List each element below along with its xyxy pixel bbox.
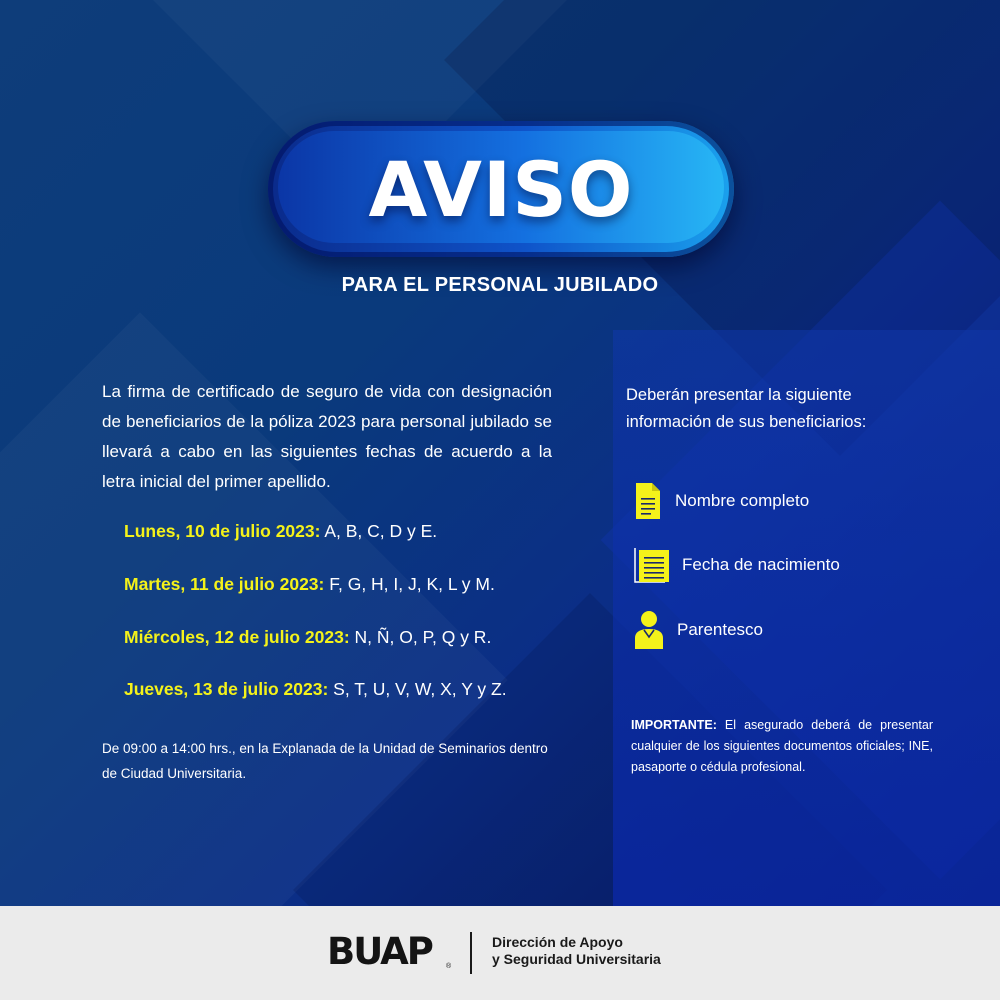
date-row-wednesday xyxy=(124,627,491,648)
date-letters: F, G, H, I, J, K, L y M. xyxy=(324,574,495,594)
title: AVISO xyxy=(368,144,634,234)
department-line-1: Dirección de Apoyo xyxy=(492,934,623,950)
date-label: Lunes, 10 de julio 2023: xyxy=(124,521,321,541)
registered-mark: ® xyxy=(446,963,452,970)
date-letters: N, Ñ, O, P, Q y R. xyxy=(349,627,492,647)
date-row-monday xyxy=(124,521,437,542)
date-letters: S, T, U, V, W, X, Y y Z. xyxy=(328,679,507,699)
schedule-text: De 09:00 a 14:00 hrs., en la Explanada de la Unidad de Seminarios dentro de Ciudad Universitaria. xyxy=(102,741,548,781)
document-icon xyxy=(634,482,662,520)
important-text: El asegurado deberá de presentar cualquier de los siguientes documentos oficiales; INE, pasaporte o cédula profesional. xyxy=(631,718,933,774)
requirement-label: Parentesco xyxy=(677,620,763,639)
title-badge xyxy=(268,121,734,257)
date-label: Miércoles, 12 de julio 2023: xyxy=(124,627,350,647)
subtitle: PARA EL PERSONAL JUBILADO xyxy=(341,274,659,296)
department-line-2: y Seguridad Universitaria xyxy=(492,951,661,967)
date-label: Jueves, 13 de julio 2023: xyxy=(124,679,329,699)
requirement-birthdate xyxy=(633,545,840,585)
department-name xyxy=(492,934,661,968)
buap-logo: BUAP xyxy=(327,930,432,973)
date-letters: A, B, C, D y E. xyxy=(320,521,438,541)
footer-divider xyxy=(470,932,472,974)
requirements-intro: Deberán presentar la siguiente información de sus beneficiarios: xyxy=(626,386,867,431)
important-note xyxy=(631,715,933,778)
date-row-tuesday xyxy=(124,574,495,595)
important-label: IMPORTANTE: xyxy=(631,718,717,732)
requirement-label: Nombre completo xyxy=(675,491,810,510)
person-icon xyxy=(634,610,664,650)
date-row-thursday xyxy=(124,679,507,700)
documents-icon xyxy=(633,545,671,585)
requirement-relationship xyxy=(634,610,763,650)
intro-text: La firma de certificado de seguro de vida con designación de beneficiarios de la póliza 2023 para personal jubilado se llevará a cabo en las siguientes fechas de acuerdo a la letra inicial del primer apellido. xyxy=(102,382,552,491)
requirement-name xyxy=(634,482,809,520)
date-label: Martes, 11 de julio 2023: xyxy=(124,574,325,594)
requirement-label: Fecha de nacimiento xyxy=(682,555,840,574)
